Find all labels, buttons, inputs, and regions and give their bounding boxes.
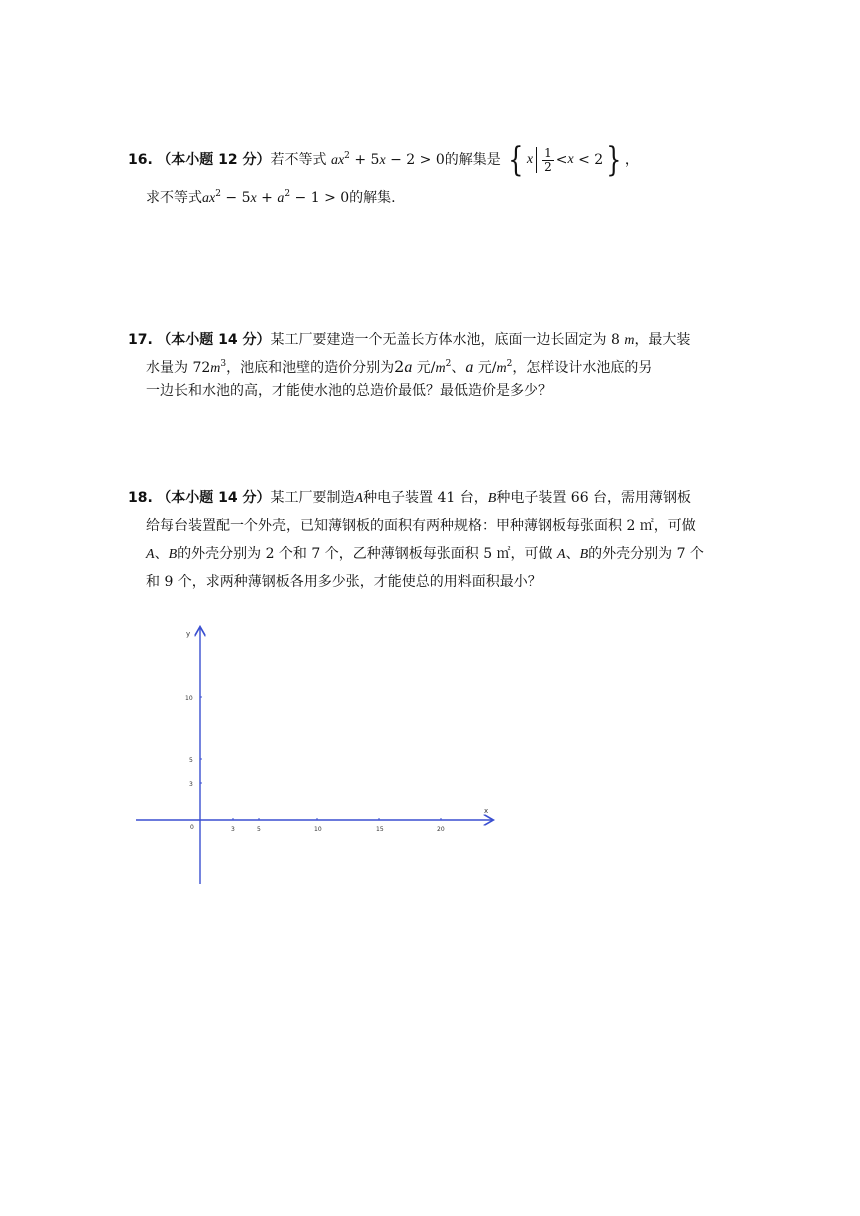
q16-line1: [128, 140, 639, 180]
q18-text-3c: 、: [565, 546, 580, 562]
q16-line2-pre: 求不等式: [146, 190, 202, 206]
q17-line3: [146, 381, 552, 401]
x-tick-label: 10: [314, 826, 322, 833]
x-tick-label: 20: [437, 826, 445, 833]
q18-text-1b: 种电子装置 41 台，: [363, 490, 488, 506]
q18-text-1a: 某工厂要制造: [270, 490, 355, 506]
q17-text-3: 一边长和水池的高，才能使水池的总造价最低？最低造价是多少？: [146, 383, 552, 399]
q18-text-3d: 的外壳分别为 7 个: [588, 546, 704, 562]
x-tick-label: 3: [231, 826, 235, 833]
y-tick-label: 10: [185, 695, 193, 702]
q16-text-3: ，: [624, 152, 639, 168]
q17-unit-m: m: [624, 333, 635, 348]
q18-text-3a: 、: [154, 546, 169, 562]
q17-line2: 水量为 $72m^3$，池底和池壁的造价分别为2a 元$/m^2$、a 元$/m^2$，怎样设计水池底的另: [146, 357, 653, 376]
q18-line1: 18. （本小题 14 分）某工厂要制造A种电子装置 41 台，B种电子装置 66 台，需用薄钢板: [128, 490, 692, 506]
q17-text-2b: ，池底和池壁的造价分别为: [226, 360, 395, 376]
y-axis-label: y: [186, 630, 191, 638]
q17-text-2a: 水量为 72: [146, 360, 211, 376]
q16-solution-set: { x $\frac{1}{2}$ < x < 2 }: [508, 140, 622, 180]
q17-number: 17.: [128, 332, 153, 348]
q17-text-2e: 元/: [477, 360, 497, 376]
x-tick-label: 15: [376, 826, 384, 833]
x-tick-labels: [231, 826, 445, 833]
q16-number: 16.: [128, 152, 153, 168]
q17-cost-2a: 2a: [394, 357, 413, 376]
q16-score-tag: （本小题 12 分）: [157, 152, 271, 168]
q17-text-1a: 某工厂要建造一个无盖长方体水池，底面一边长固定为 8: [270, 332, 620, 348]
q18-text-4: 和 9 个，求两种薄钢板各用多少张，才能使总的用料面积最小？: [146, 574, 542, 590]
q16-line2-post: 的解集.: [349, 190, 396, 206]
q18-line4: [146, 572, 542, 592]
q16-text-1: 若不等式: [270, 152, 327, 168]
q18-text-2: 给每台装置配一个外壳，已知薄钢板的面积有两种规格：甲种薄钢板每张面积 2 ㎡，可做: [146, 518, 696, 534]
coordinate-graph: [130, 618, 510, 898]
q17-score-tag: （本小题 14 分）: [157, 332, 271, 348]
q18-text-3b: 的外壳分别为 2 个和 7 个，乙种薄钢板每张面积 5 ㎡，可做: [177, 546, 553, 562]
y-tick-label: 5: [189, 757, 193, 764]
q16-inequality: $ax^2 + 5x - 2 > 0$: [330, 151, 445, 168]
origin-label: 0: [190, 824, 194, 831]
q17-text-2d: 、: [451, 360, 466, 376]
q17-text-2f: ，怎样设计水池底的另: [512, 360, 653, 376]
q18-text-1c: 种电子装置 66 台，需用薄钢板: [496, 490, 692, 506]
q18-score-tag: （本小题 14 分）: [157, 490, 271, 506]
q17-text-2c: 元/: [416, 360, 436, 376]
q18-number: 18.: [128, 490, 153, 506]
q17-unit-m3: m: [210, 361, 221, 376]
q17-text-1b: ，最大装: [634, 332, 691, 348]
q16-text-2: 的解集是: [444, 152, 501, 168]
q17-cost-a: a: [465, 359, 474, 376]
x-axis-label: x: [484, 807, 489, 815]
q16-inequality-2: $ax^2 - 5x + a^2 - 1 > 0$: [202, 189, 350, 206]
y-tick-label: 3: [189, 781, 193, 788]
q18-line3: A、B的外壳分别为 2 个和 7 个，乙种薄钢板每张面积 5 ㎡，可做 A、B的外壳分别为 7 个: [146, 546, 704, 562]
x-tick-label: 5: [257, 826, 261, 833]
q16-line2: [146, 188, 396, 209]
y-tick-labels: [185, 695, 193, 788]
q17-line1: [128, 330, 690, 351]
q18-line2: [146, 516, 696, 536]
